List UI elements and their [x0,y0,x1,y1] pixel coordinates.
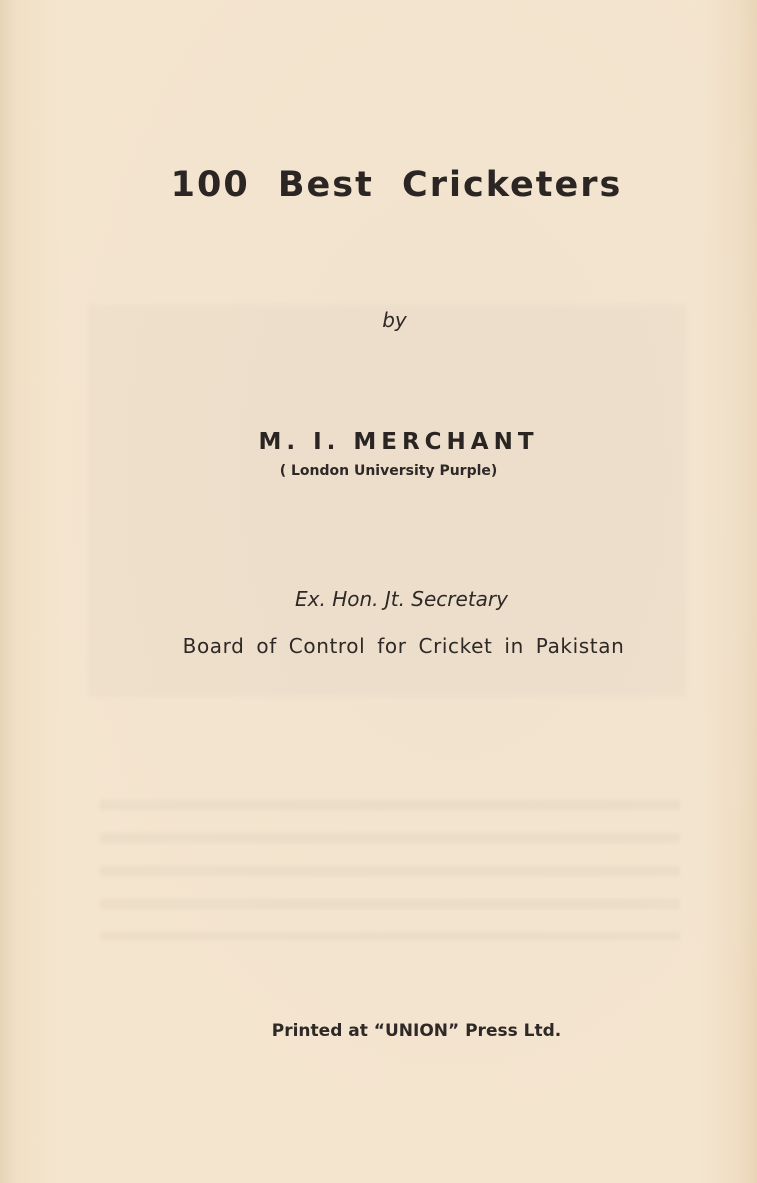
organization-name: Board of Control for Cricket in Pakistan [182,634,625,658]
author-role: Ex. Hon. Jt. Secretary [295,587,508,611]
by-line: by [382,308,407,332]
printer-line: Printed at “UNION” Press Ltd. [271,1021,562,1041]
author-name: M. I. MERCHANT [258,429,539,455]
book-title: 100 Best Cricketers [170,165,623,205]
author-credential: ( London University Purple) [279,463,498,479]
reverse-text-bleed-through [100,800,680,940]
